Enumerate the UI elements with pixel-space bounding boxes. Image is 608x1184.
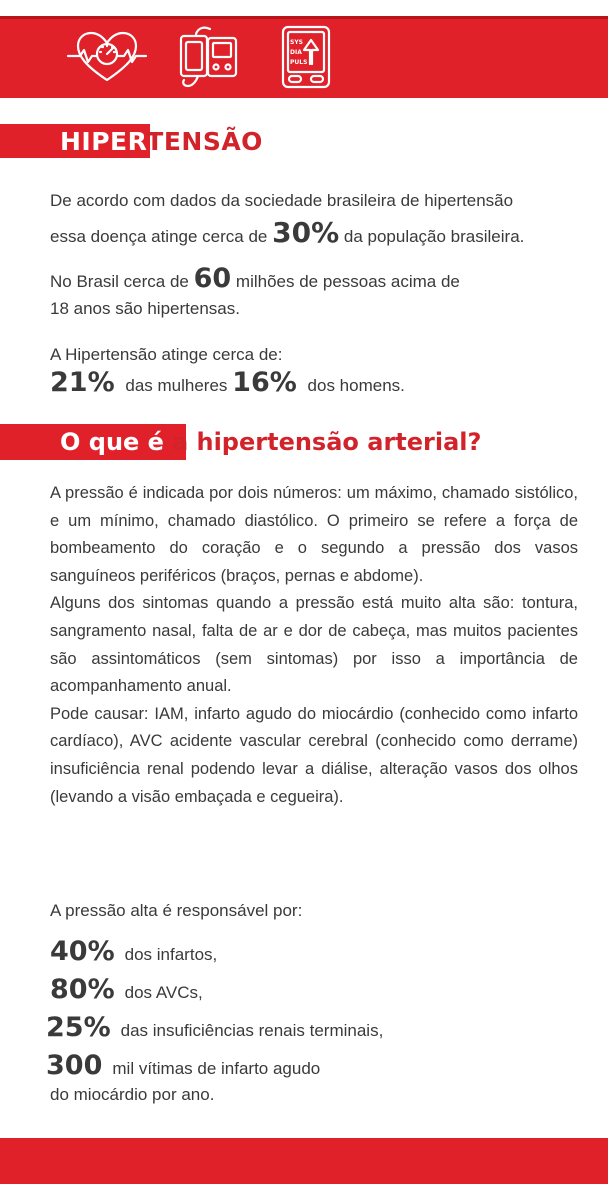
- men-label: dos homens.: [307, 376, 405, 395]
- title-part1: HIPER: [60, 127, 147, 156]
- stat-row: [46, 1050, 320, 1081]
- stat-value: 25%: [46, 1012, 111, 1043]
- puls-label: PULS: [290, 59, 308, 66]
- women-label: das mulheres: [125, 376, 228, 395]
- dia-label: DIA: [290, 49, 302, 56]
- intro-line2-pre: essa doença atinge cerca de: [50, 227, 273, 246]
- stat-value: 40%: [50, 936, 115, 967]
- header-banner: [0, 16, 608, 98]
- intro-line3: [50, 264, 460, 297]
- footer-banner: [0, 1138, 608, 1184]
- section-part1: O que é: [60, 428, 164, 456]
- stats-last-line: do miocárdio por ano.: [50, 1085, 215, 1104]
- header-shade: [0, 16, 608, 19]
- intro-line5: A Hipertensão atinge cerca de:: [50, 345, 283, 364]
- stat-row: [50, 974, 203, 1005]
- digital-bp-monitor-icon: [280, 24, 334, 92]
- gender-stats: [50, 368, 405, 401]
- stat-row: [50, 936, 217, 967]
- intro-line2: [50, 218, 524, 252]
- stat-value: 300: [46, 1050, 103, 1081]
- stat-text: mil vítimas de infarto agudo: [112, 1059, 321, 1078]
- intro-line3-post: milhões de pessoas acima de: [231, 272, 460, 291]
- section-part2: a hipertensão arterial?: [171, 428, 482, 456]
- heart-pulse-icon: [66, 24, 148, 88]
- stats-intro: A pressão alta é responsável por:: [50, 901, 303, 920]
- stat-women: 21%: [50, 367, 115, 398]
- stat-row: [46, 1012, 383, 1043]
- stat-men: 16%: [232, 367, 297, 398]
- stat-30-percent: 30%: [272, 216, 340, 249]
- stat-value: 80%: [50, 974, 115, 1005]
- title-part2: TENSÃO: [146, 127, 263, 156]
- body-paragraph-2: Alguns dos sintomas quando a pressão está muito alta são: tontura, sangramento nasal, falta de ar e dor de cabeça, mas muitos pacientes são assintomáticos (sem sintomas) por isso a importância de acompanhamento anual.: [50, 594, 578, 696]
- intro-line1: De acordo com dados da sociedade brasileira de hipertensão: [50, 191, 514, 210]
- intro-line3-pre: No Brasil cerca de: [50, 272, 194, 291]
- blood-pressure-monitor-icon: [178, 24, 242, 90]
- page-title: [60, 126, 263, 158]
- intro-line4: 18 anos são hipertensas.: [50, 299, 240, 318]
- sys-label: SYS: [290, 39, 303, 46]
- stat-text: dos infartos,: [124, 945, 218, 964]
- body-text: [50, 480, 578, 811]
- body-paragraph-1: A pressão é indicada por dois números: um máximo, chamado sistólico, e um mínimo, chamado diastólico. O primeiro se refere a força de bombeamento do coração e o segundo a pressão dos vasos sanguíneos periféricos (braços, pernas e abdome).: [50, 484, 578, 585]
- stat-text: dos AVCs,: [124, 983, 203, 1002]
- stat-text: das insuficiências renais terminais,: [120, 1021, 384, 1040]
- body-paragraph-3: Pode causar: IAM, infarto agudo do miocárdio (conhecido como infarto cardíaco), AVC acidente vascular cerebral (conhecido como derrame) insuficiência renal podendo levar a diálise, alteração vasos dos olhos (levando a visão embaçada e cegueira).: [50, 704, 578, 806]
- stat-60-million: 60: [193, 263, 232, 294]
- section-heading: [60, 424, 481, 460]
- intro-line2-post: da população brasileira.: [339, 227, 525, 246]
